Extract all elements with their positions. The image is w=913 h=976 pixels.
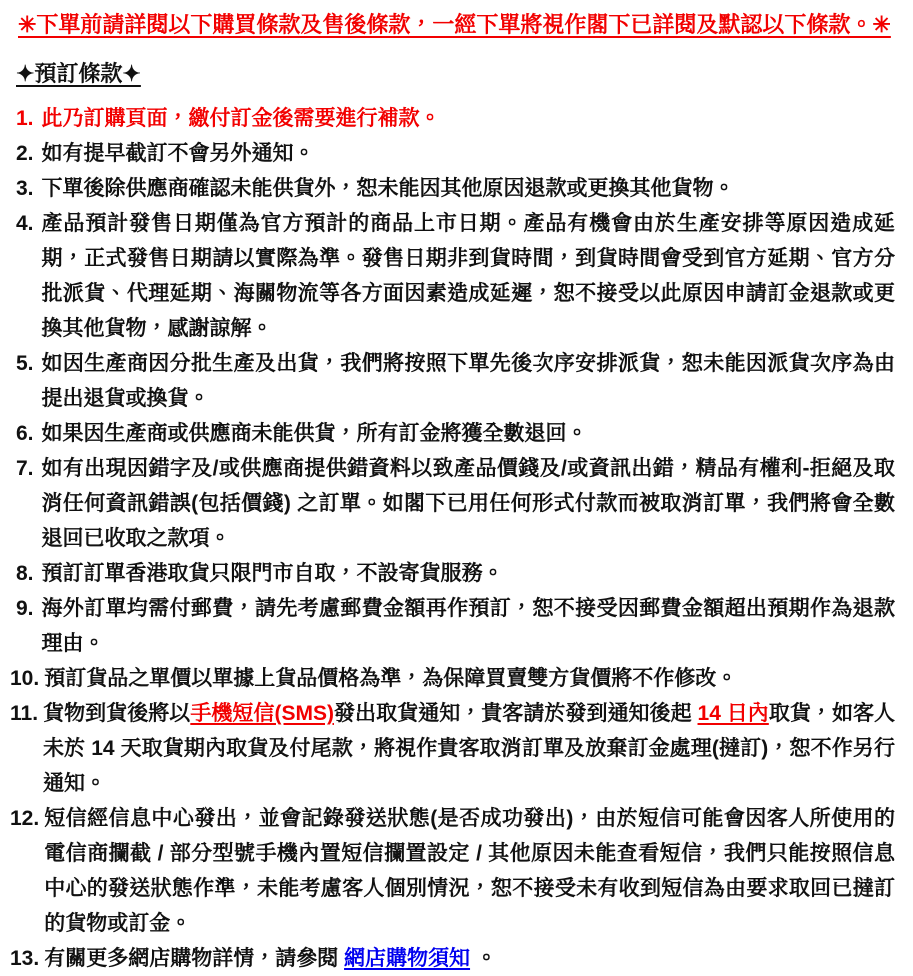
term-text: 如果因生產商或供應商未能供貨，所有訂金將獲全數退回。 bbox=[41, 422, 588, 446]
term-number: 12. bbox=[10, 807, 40, 831]
store-policy-link[interactable]: 網店購物須知 bbox=[344, 947, 471, 971]
section-title: ✦預訂條款✦ bbox=[16, 60, 141, 86]
term-number: 7. bbox=[16, 457, 34, 481]
term-text bbox=[44, 941, 895, 976]
term-number: 4. bbox=[16, 212, 34, 236]
term-number: 3. bbox=[16, 177, 34, 201]
term-number: 10. bbox=[10, 667, 40, 691]
term-text-segment: 有關更多網店購物詳情，請參閱 bbox=[44, 947, 345, 971]
term-number: 2. bbox=[16, 142, 34, 166]
term-text: 下單後除供應商確認未能供貨外，恕未能因其他原因退款或更換其他貨物。 bbox=[41, 177, 735, 201]
term-text-segment: 發出取貨通知，貴客請於發到通知後起 bbox=[333, 702, 698, 726]
term-number: 11. bbox=[10, 702, 39, 726]
term-text-segment: 取貨，如客人未於 14 天取貨期內取貨及付尾款，將視作貴客取消訂單及放棄訂金處理(撻訂)，恕不作另行通知。 bbox=[43, 702, 896, 796]
term-number: 1. bbox=[16, 107, 34, 131]
term-item-2 bbox=[0, 136, 913, 171]
term-item-11 bbox=[0, 696, 913, 801]
term-item-3 bbox=[0, 171, 913, 206]
term-text: 短信經信息中心發出，並會記錄發送狀態(是否成功發出)，由於短信可能會因客人所使用的電信商攔截 / 部分型號手機內置短信攔置設定 / 其他原因未能查看短信，我們只能按照信息中心的發送狀態作準，未能考慮客人個別情況，恕不接受未有收到短信為由要求取回已撻訂的貨物或訂金。 bbox=[44, 807, 895, 936]
term-text-segment: 。 bbox=[470, 947, 497, 971]
term-text: 預訂貨品之單價以單據上貨品價格為準，為保障買賣雙方貨價將不作修改。 bbox=[44, 667, 738, 691]
term-text: 此乃訂購頁面，繳付訂金後需要進行補款。 bbox=[41, 107, 441, 131]
section-title-row bbox=[0, 40, 913, 87]
term-item-7 bbox=[0, 451, 913, 556]
term-text: 如因生產商因分批生產及出貨，我們將按照下單先後次序安排派貨，恕未能因派貨次序為由提出退貨或換貨。 bbox=[41, 352, 895, 411]
term-number: 5. bbox=[16, 352, 34, 376]
terms-list bbox=[0, 101, 913, 976]
term-number: 13. bbox=[10, 947, 40, 971]
pickup-deadline-highlight: 14 日內 bbox=[697, 702, 769, 726]
term-number: 9. bbox=[16, 597, 34, 621]
term-text: 如有提早截訂不會另外通知。 bbox=[41, 142, 315, 166]
term-item-10 bbox=[0, 661, 913, 696]
term-item-9 bbox=[0, 591, 913, 661]
notice-banner: ✳下單前請詳閱以下購買條款及售後條款，一經下單將視作閣下已詳閱及默認以下條款。✳ bbox=[18, 12, 891, 37]
term-item-1 bbox=[0, 101, 913, 136]
term-text-segment: 貨物到貨後將以 bbox=[43, 702, 191, 726]
term-text: 產品預計發售日期僅為官方預計的商品上市日期。產品有機會由於生產安排等原因造成延期，正式發售日期請以實際為準。發售日期非到貨時間，到貨時間會受到官方延期、官方分批派貨、代理延期、海關物流等各方面因素造成延遲，恕不接受以此原因申請訂金退款或更換其他貨物，感謝諒解。 bbox=[41, 212, 895, 341]
term-item-12 bbox=[0, 801, 913, 941]
term-number: 6. bbox=[16, 422, 34, 446]
term-item-6 bbox=[0, 416, 913, 451]
term-text: 海外訂單均需付郵費，請先考慮郵費金額再作預訂，恕不接受因郵費金額超出預期作為退款理由。 bbox=[41, 597, 895, 656]
term-item-13 bbox=[0, 941, 913, 976]
term-text: 如有出現因錯字及/或供應商提供錯資料以致產品價錢及/或資訊出錯，精品有權利-拒絕及取消任何資訊錯誤(包括價錢) 之訂單。如閣下已用任何形式付款而被取消訂單，我們將會全數退回已收取之款項。 bbox=[41, 457, 895, 551]
sms-highlight: 手機短信(SMS) bbox=[190, 702, 334, 726]
term-text: 預訂訂單香港取貨只限門市自取，不設寄貨服務。 bbox=[41, 562, 504, 586]
term-number: 8. bbox=[16, 562, 34, 586]
term-item-8 bbox=[0, 556, 913, 591]
term-item-5 bbox=[0, 346, 913, 416]
term-text bbox=[43, 696, 895, 801]
term-item-4 bbox=[0, 206, 913, 346]
